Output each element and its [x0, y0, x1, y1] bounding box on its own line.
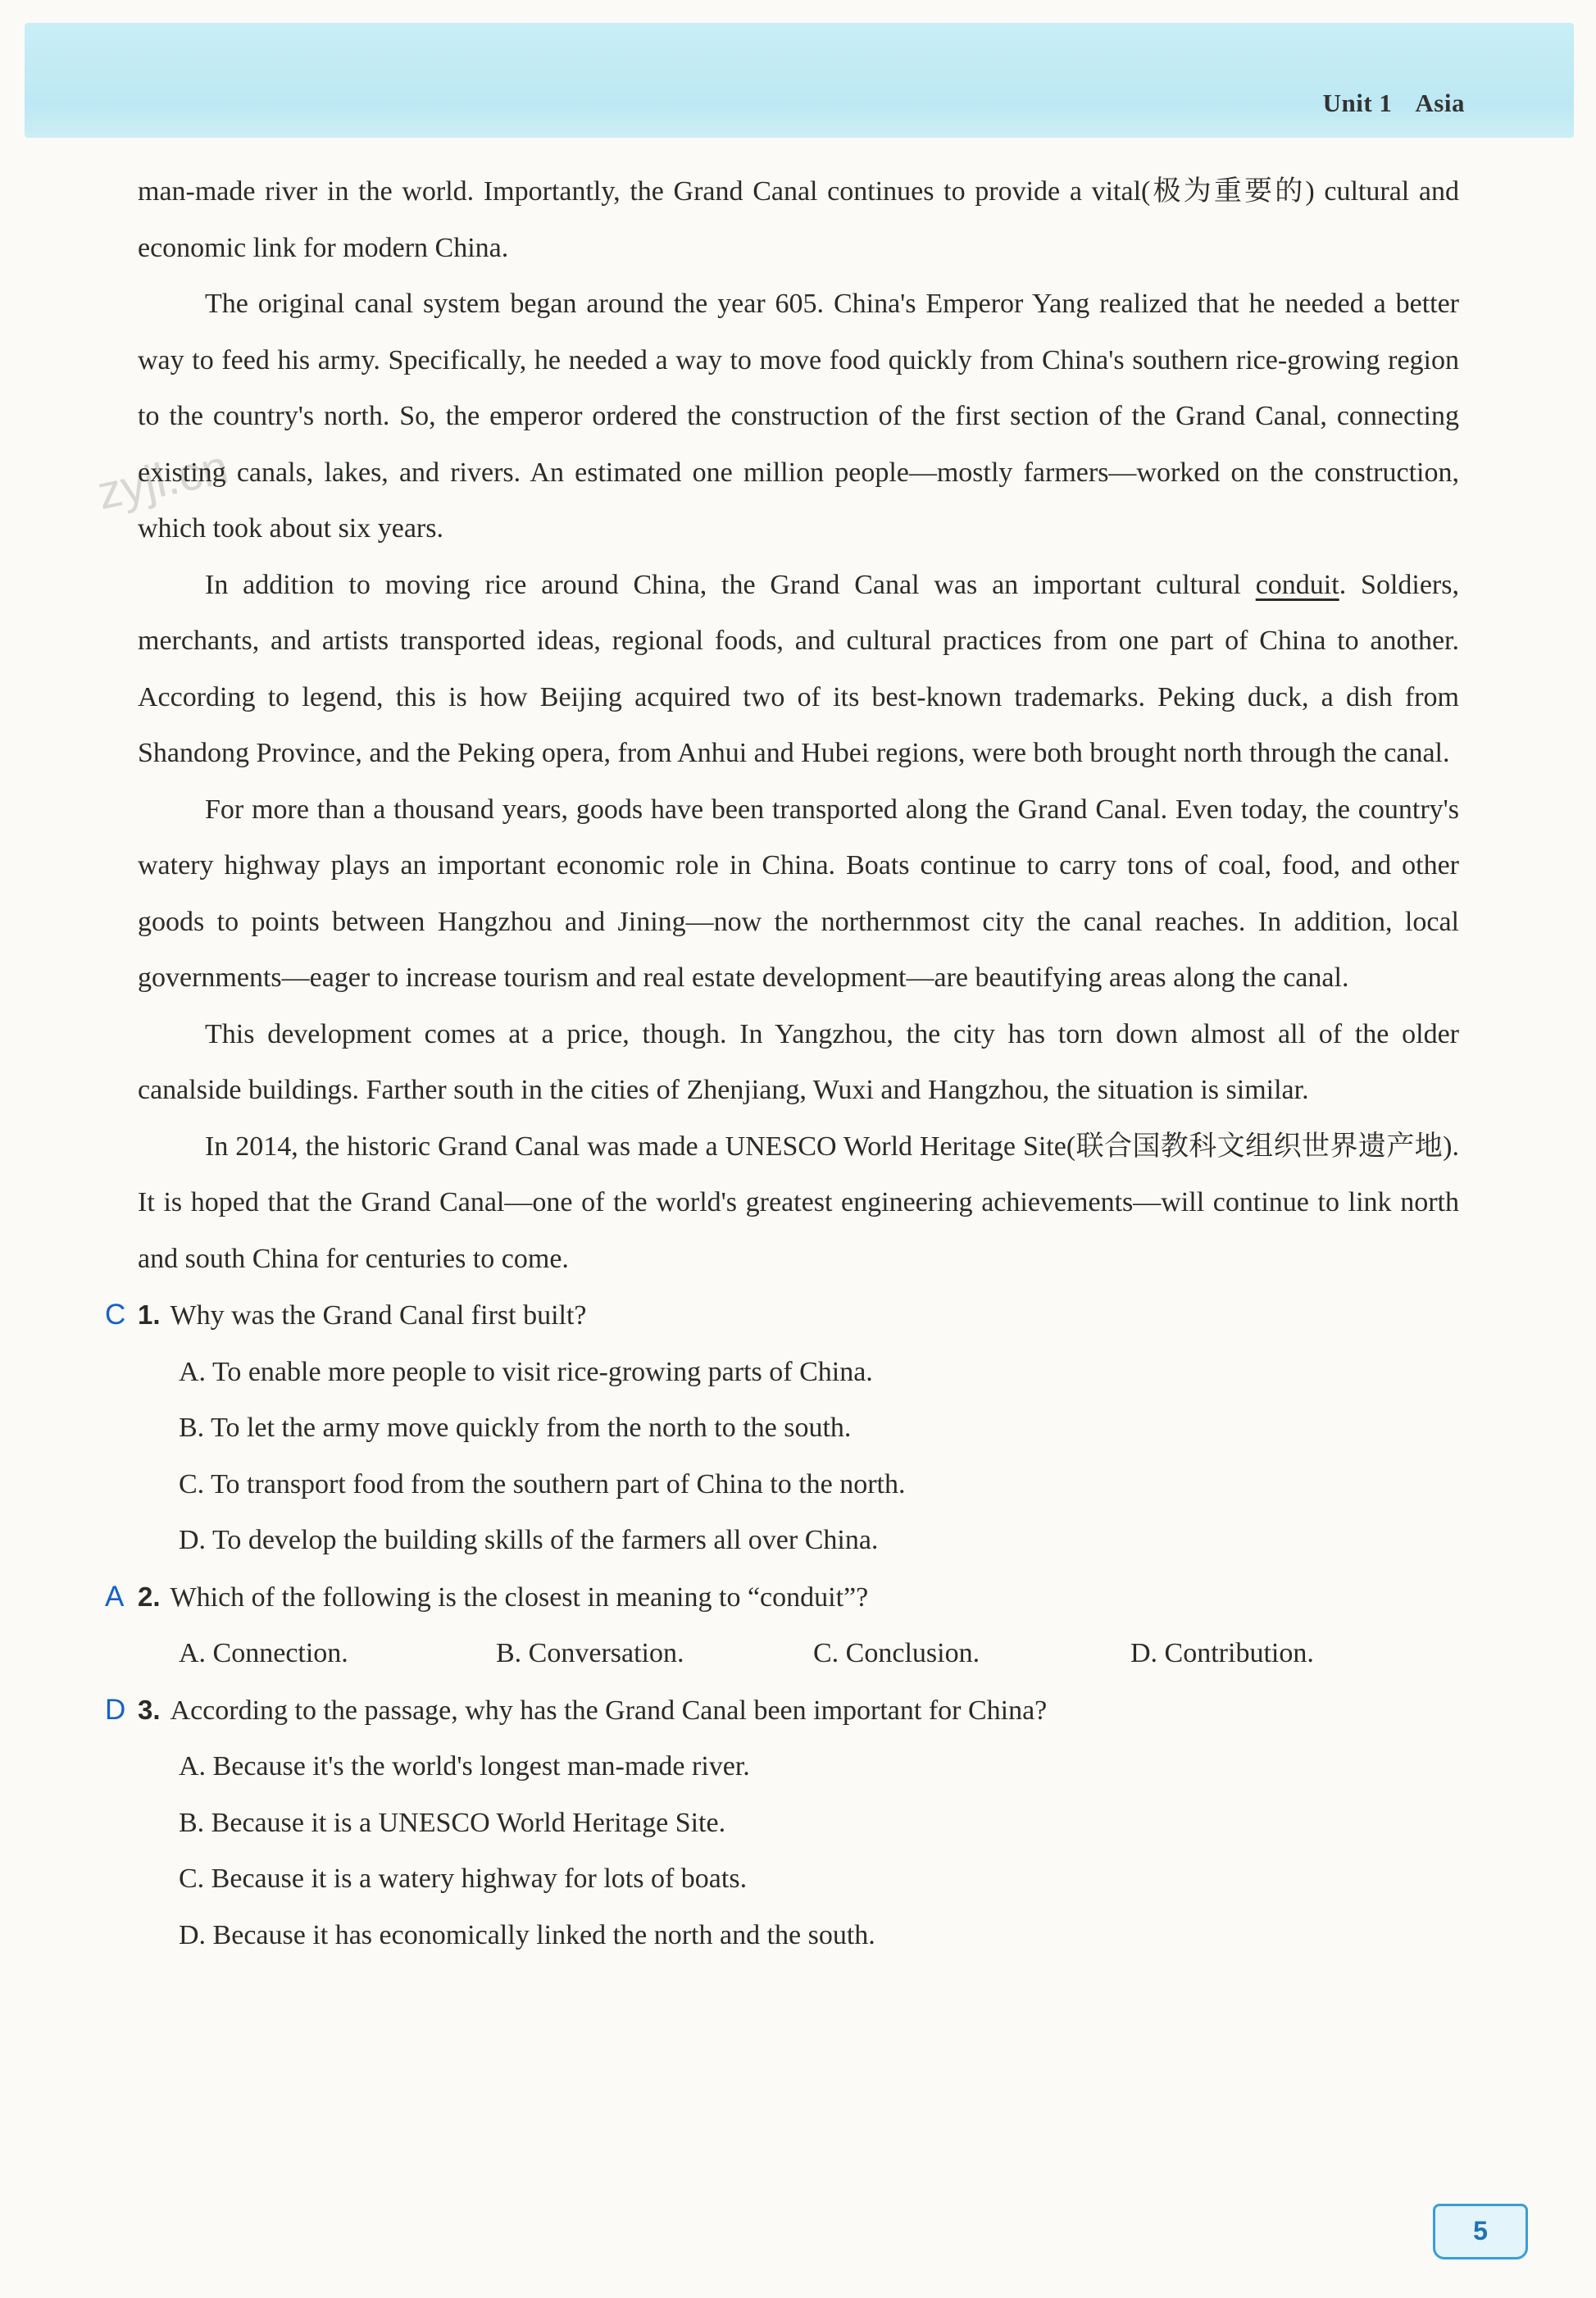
unit-label: Unit 1	[1322, 89, 1393, 117]
page-number: 5	[1433, 2204, 1528, 2259]
question-stem: Why was the Grand Canal first built?	[170, 1300, 587, 1331]
option: A. Because it's the world's longest man-made river.	[179, 1751, 750, 1782]
paragraph: This development comes at a price, though. In Yangzhou, the city has torn down almost all of the older canalside buildings. Farther south in the cities of Zhenjiang, Wuxi and Hangzhou, the situation is similar.	[138, 1018, 1459, 1105]
paragraph: In 2014, the historic Grand Canal was made a UNESCO World Heritage Site(联合国教科文组织世界遗产地). It is hoped that the Grand Canal—one of the world's greatest engineering achievements—will continue to link north and south China for centuries to come.	[138, 1131, 1459, 1274]
answer-mark: D	[105, 1693, 126, 1726]
option: C. To transport food from the southern part of China to the north.	[179, 1468, 906, 1499]
option: D. To develop the building skills of the farmers all over China.	[179, 1525, 879, 1555]
question-2	[105, 1569, 1459, 1627]
option: A. Connection.	[179, 1638, 348, 1668]
paragraph: In addition to moving rice around China, the Grand Canal was an important cultural conduit. Soldiers, merchants, and artists transported ideas, regional foods, and cultural practices from one part of China to another. According to legend, this is how Beijing acquired two of its best-known trademarks. Peking duck, a dish from Shandong Province, and the Peking opera, from Anhui and Hubei regions, were both brought north through the canal.	[138, 569, 1459, 768]
answer-mark: A	[105, 1580, 125, 1613]
topic-label: Asia	[1415, 89, 1465, 117]
question-3	[105, 1682, 1459, 1740]
question-1	[105, 1287, 1459, 1345]
paragraph: The original canal system began around the year 605. China's Emperor Yang realized that he needed a better way to feed his army. Specifically, he needed a way to move food quickly from China's southern rice-growing region to the country's north. So, the emperor ordered the construction of the first section of the Grand Canal, connecting existing canals, lakes, and rivers. An estimated one million people—mostly farmers—worked on the construction, which took about six years.	[138, 289, 1459, 544]
underlined-word: conduit	[1255, 569, 1339, 600]
reading-content	[105, 164, 1459, 1964]
option: B. Because it is a UNESCO World Heritage Site.	[179, 1807, 726, 1838]
question-stem: Which of the following is the closest in meaning to “conduit”?	[170, 1581, 869, 1613]
answer-mark: C	[105, 1299, 126, 1331]
option: D. Contribution.	[1130, 1638, 1314, 1668]
option: C. Conclusion.	[813, 1638, 980, 1668]
question-number: 3.	[138, 1694, 161, 1725]
option: C. Because it is a watery highway for lots of boats.	[179, 1863, 748, 1894]
question-number: 1.	[138, 1299, 161, 1330]
header-band	[25, 23, 1574, 138]
option: A. To enable more people to visit rice-growing parts of China.	[179, 1356, 873, 1387]
paragraph: man-made river in the world. Importantly, the Grand Canal continues to provide a vital(极为重要的) cultural and economic link for modern China.	[138, 176, 1459, 263]
watermark: zyjl.cn	[93, 439, 234, 521]
option: B. Conversation.	[496, 1638, 684, 1668]
question-stem: According to the passage, why has the Grand Canal been important for China?	[170, 1695, 1048, 1726]
option: D. Because it has economically linked the north and the south.	[179, 1919, 875, 1950]
unit-header	[1323, 89, 1465, 118]
paragraph: For more than a thousand years, goods have been transported along the Grand Canal. Even today, the country's watery highway plays an important economic role in China. Boats continue to carry tons of coal, food, and other goods to points between Hangzhou and Jining—now the northernmost city the canal reaches. In addition, local governments—eager to increase tourism and real estate development—are beautifying areas along the canal.	[138, 794, 1459, 993]
option: B. To let the army move quickly from the north to the south.	[179, 1413, 852, 1443]
option-row	[138, 1626, 1459, 1682]
question-number: 2.	[138, 1581, 161, 1612]
